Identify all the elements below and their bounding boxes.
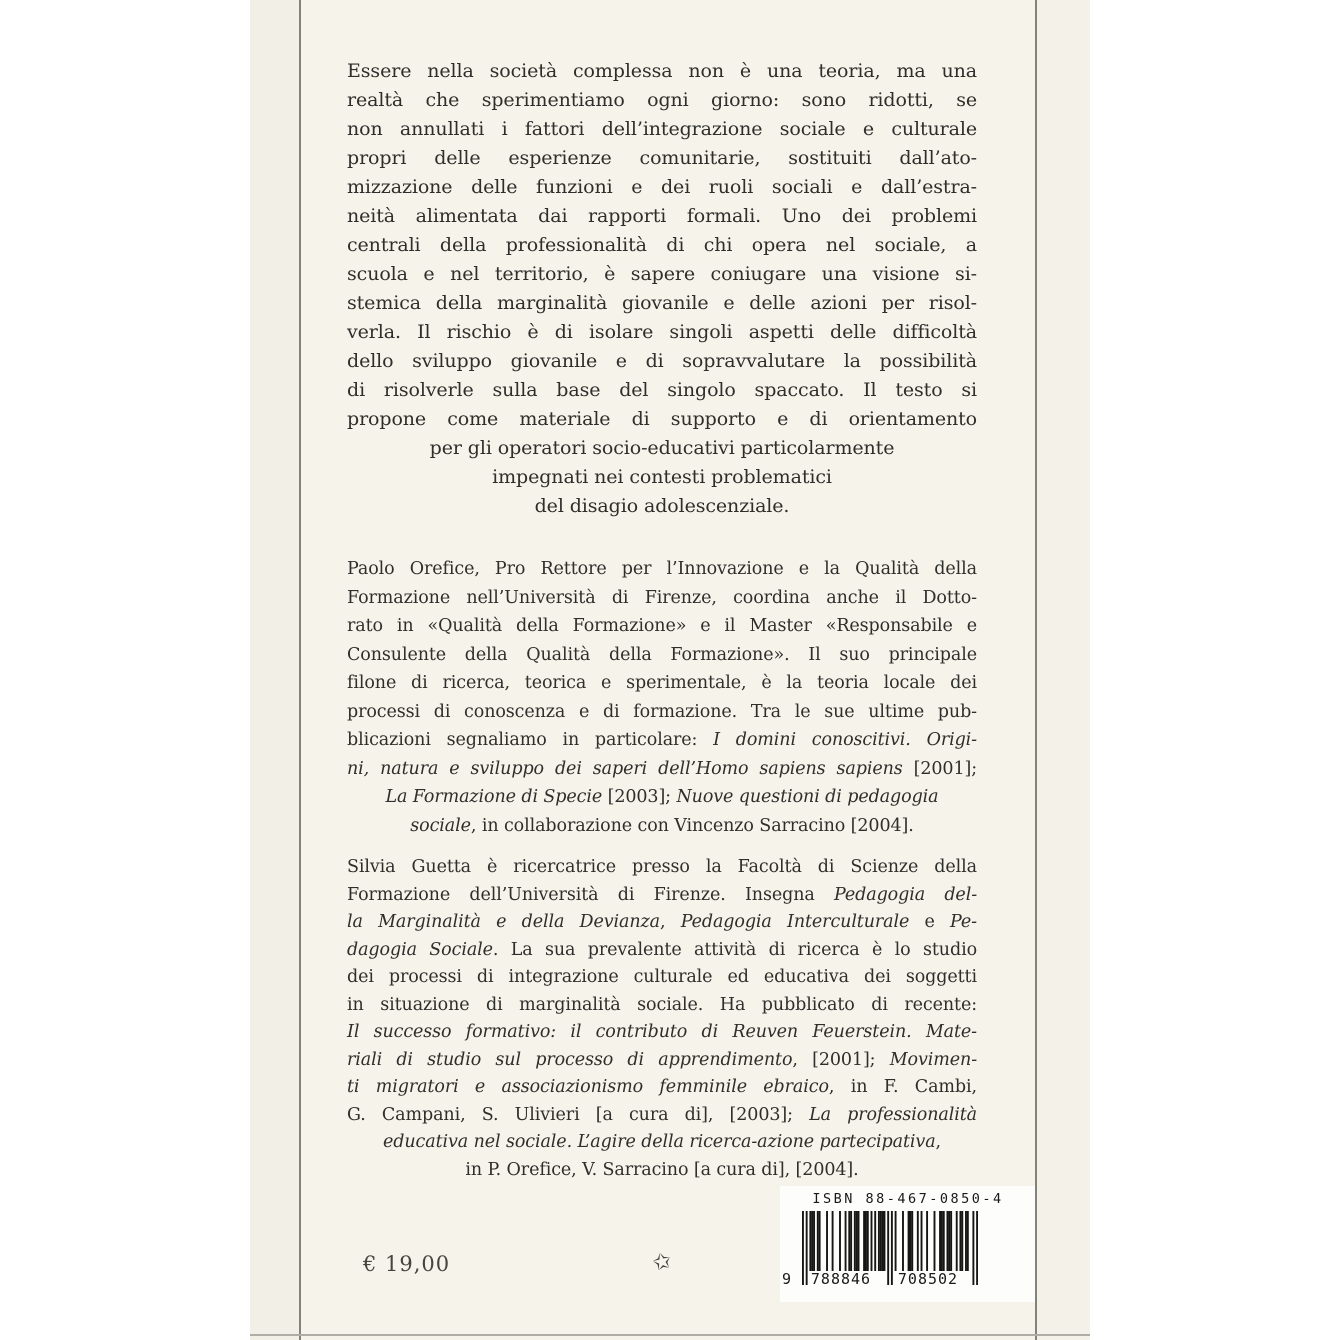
- publisher-star-icon: ✩: [650, 1248, 675, 1277]
- barcode-group2: 708502: [897, 1270, 959, 1288]
- author-bio-guetta: Silvia Guetta è ricercatrice presso la Facoltà di Scienze della Formazione dell’Università di Firenze. Insegna Pedagogia del- la Marginalità e della Devianza, Pedagogia Interculturale e Pe- dagogia Sociale. La sua prevalente attività di ricerca è lo studio dei processi di integrazione culturale ed educativa dei soggetti in situazione di marginalità sociale. Ha pubblicato di recente: Il successo formativo: il contributo di Reuven Feuerstein. Mate- riali di studio sul processo di apprendimento, [2001]; Movimen- ti migratori e associazionismo femminile ebraico, in F. Cambi, G. Campani, S. Ulivieri [a cura di], [2003]; La professionalità educativa nel sociale. L’agire della ricerca-azione partecipativa, in P. Orefice, V. Sarracino [a cura di], [2004].: [347, 857, 978, 1180]
- book-bottom-edge-line: [250, 1334, 1090, 1336]
- price-label: € 19,00: [363, 1252, 451, 1276]
- barcode-digits: [780, 1270, 1036, 1290]
- book-left-page-edge: [250, 0, 299, 1340]
- book-back-cover: [301, 0, 1035, 1340]
- isbn-barcode-panel: [780, 1186, 1036, 1302]
- isbn-label: ISBN 88-467-0850-4: [812, 1191, 1004, 1207]
- author-bio-orefice: Paolo Orefice, Pro Rettore per l’Innovazione e la Qualità della Formazione nell’Università di Firenze, coordina anche il Dotto- rato in «Qualità della Formazione» e il Master «Responsabile e Consulente della Qualità della Formazione». Il suo principale filone di ricerca, teorica e sperimentale, è la teoria locale dei processi di conoscenza e di formazione. Tra le sue ultime pub- blicazioni segnaliamo in particolare: I domini conoscitivi. Origi- ni, natura e sviluppo dei saperi dell’Homo sapiens sapiens [2001]; La Formazione di Specie [2003]; Nuove questioni di pedagogia sociale, in collaborazione con Vincenzo Sarracino [2004].: [347, 559, 977, 836]
- synopsis-paragraph: Essere nella società complessa non è una teoria, ma una realtà che sperimentiamo ogni giorno: sono ridotti, se non annullati i fattori dell’integrazione sociale e culturale propri delle esperienze comunitarie, sostituiti dall’ato- mizzazione delle funzioni e dei ruoli sociali e dall’estra- neità alimentata dai rapporti formali. Uno dei problemi centrali della professionalità di chi opera nel sociale, a scuola e nel territorio, è sapere coniugare una visione si- stemica della marginalità giovanile e delle azioni per risol- verla. Il rischio è di isolare singoli aspetti delle difficoltà dello sviluppo giovanile e di sopravvalutare la possibilità di risolverle sulla base del singolo spaccato. Il testo si propone come materiale di supporto e di orientamento per gli operatori socio-educativi particolarmente impegnati nei contesti problematici del disagio adolescenziale.: [347, 60, 977, 517]
- book-right-page-edge: [1037, 0, 1090, 1340]
- barcode-group1: 788846: [810, 1270, 872, 1288]
- barcode-lead-digit: 9: [782, 1270, 792, 1288]
